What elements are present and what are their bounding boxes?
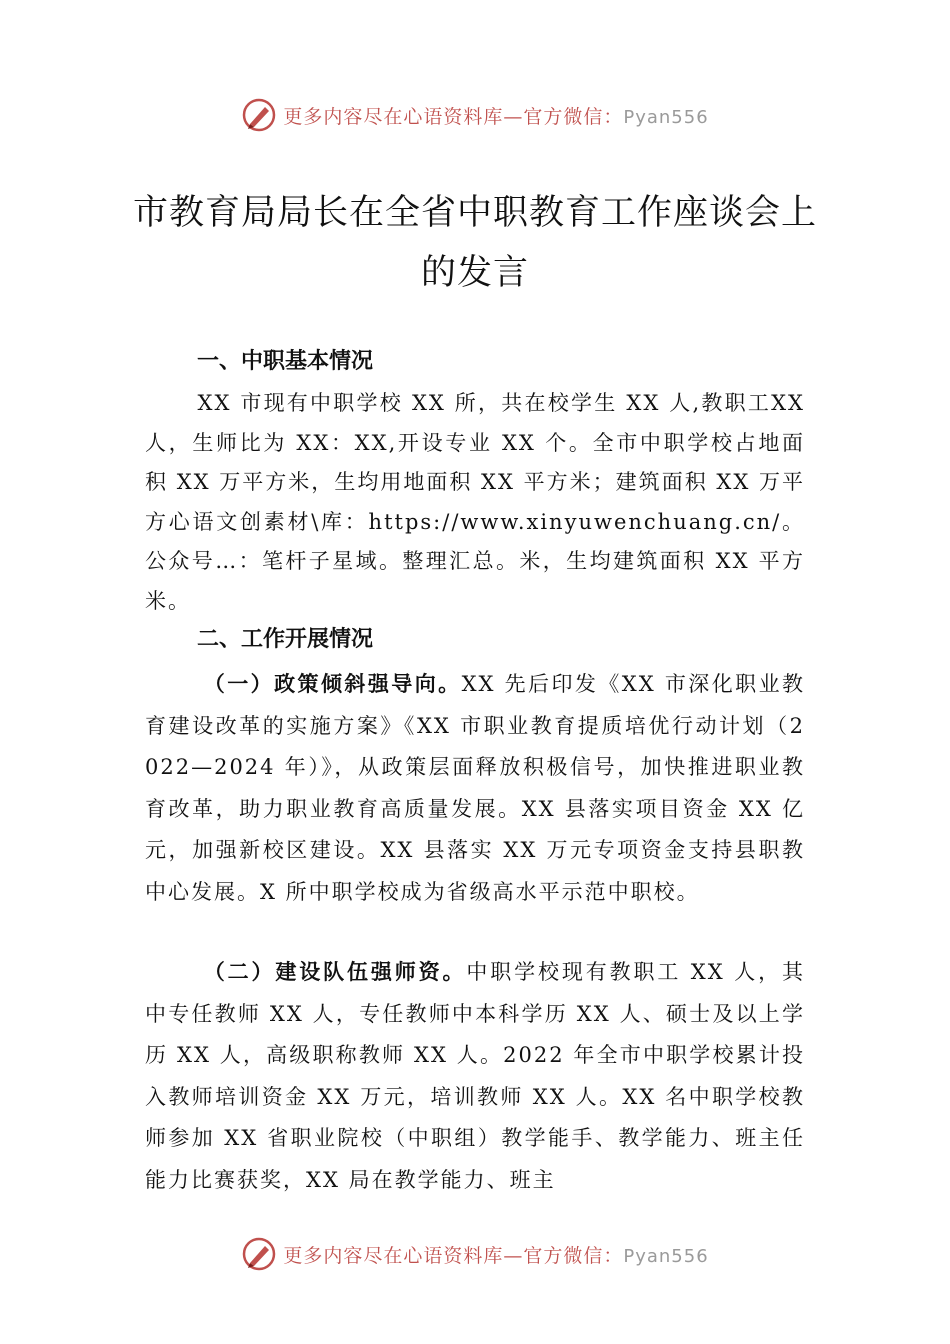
banner-text: 更多内容尽在心语资料库—官方微信：Pyan556: [283, 1244, 709, 1267]
footer-banner: [0, 1232, 950, 1276]
paragraph-teachers: [145, 951, 805, 1201]
paragraph-basic-info: XX 市现有中职学校 XX 所，共在校学生 XX 人,教职工XX 人，生师比为 XX：XX,开设专业 XX 个。全市中职学校占地面积 XX 万平方米，生均用地面积 XX 平方米；建筑面积 XX 万平方心语文创素材\库：https://www.xinyuwenchuang.cn/。公众号…：笔杆子星域。整理汇总。米，生均建筑面积 XX 平方米。: [145, 391, 805, 613]
wechat-id: Pyan556: [623, 1245, 709, 1267]
paragraph-policy-body: XX 先后印发《XX 市深化职业教育建设改革的实施方案》《XX 市职业教育提质培优行动计划（2022—2024 年）》，从政策层面释放积极信号，加快推进职业教育改革，助力职业教育高质量发展。XX 县落实项目资金 XX 亿元，加强新校区建设。XX 县落实 XX 万元专项资金支持县职教中心发展。X 所中职学校成为省级高水平示范中职校。: [145, 672, 806, 904]
section-heading-work: 二、工作开展情况: [197, 627, 374, 652]
pen-logo-icon: [241, 97, 277, 133]
subheading-teachers: （二）建设队伍强师资。: [203, 959, 467, 984]
section-heading-basic: 一、中职基本情况: [197, 349, 374, 374]
document-title: 市教育局局长在全省中职教育工作座谈会上的发言: [132, 193, 817, 293]
subheading-policy: （一）政策倾斜强导向。: [203, 671, 462, 696]
header-banner: [0, 93, 950, 137]
paragraph-teachers-body: 中职学校现有教职工 XX 人，其中专任教师 XX 人，专任教师中本科学历 XX 人、硕士及以上学历 XX 人，高级职称教师 XX 人。2022 年全市中职学校累计投入教师培训资金 XX 万元，培训教师 XX 人。XX 名中职学校教师参加 XX 省职业院校（中职组）教学能手、教学能力、班主任能力比赛获奖，XX 局在教学能力、班主: [145, 960, 806, 1192]
paragraph-policy: [145, 663, 805, 913]
banner-text: 更多内容尽在心语资料库—官方微信：Pyan556: [283, 105, 709, 128]
pen-logo-icon: [241, 1236, 277, 1272]
wechat-id: Pyan556: [623, 106, 709, 128]
